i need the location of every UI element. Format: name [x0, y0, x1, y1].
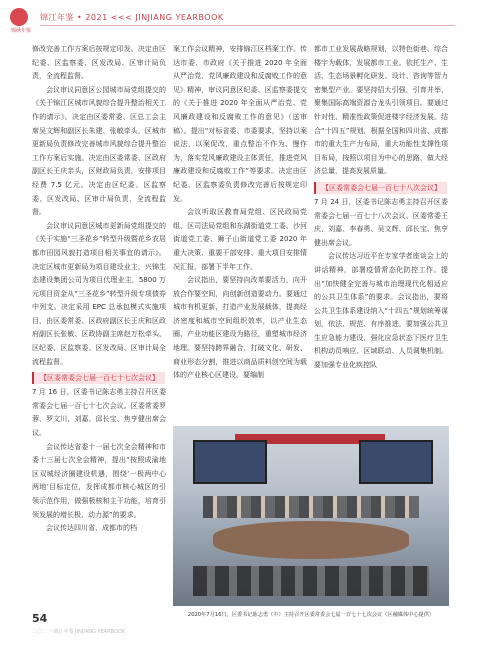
paragraph: 会议审议同意区城市更新局党组提交的《关于实施“三圣花乡”转型升级暨花乡农居都市田园风貌打造项目相关事宜的请示》。决定区城市更新局为项目建设业主，兴锦生态建设集团公司为项目代理业主，5800 万元项目资金从“三圣花乡”转型升级专项债券中列支。决定采用 EPC 总承包模式实施项目，由区委常委、区政府副区长王庆和区政府副区长张敏、区政协副主席赵万松牵头，区纪委、区监察委、区发改局、区审计局全流程监督。	[32, 221, 166, 366]
display-screen-left	[193, 440, 267, 484]
paragraph: 7 月 16 日，区委书记陈志勇主持召开区委常委会七届一百七十七次会议。区委常委罗蓉、罗文川、刘嘉、邱长宝、焦亨健出席会议。	[32, 388, 166, 438]
meeting-attendees	[203, 496, 419, 518]
chairs-row	[193, 566, 429, 596]
page-footer: 二〇二一·锦江年鉴 JINJIANG YEARBOOK	[32, 629, 126, 635]
section-heading-row	[32, 369, 166, 386]
paragraph: 会议指出，要坚持向改革要活力，向开放合作要空间，向创新创造要动力。要通过城市有机更新，打造产业发展载体，提高经济密度和城市空间组织效率，以产业生态圈、产业功能区建设为路径，重塑城市经济地理。要坚持跨界融合，打破文化、研发、商业形态分割，推进以商品质料创空间为载体的产业核心区建设。要编制	[173, 276, 307, 380]
photo-caption: 2020年7月16日，区委书记陈志勇（中）主持召开区委常委会七届一百七十七次会议（区融媒体中心提供）	[187, 612, 435, 618]
page-header	[0, 0, 480, 36]
yearbook-logo-icon	[10, 8, 28, 26]
paragraph: 会议传达四川省、成都市的档	[46, 524, 137, 533]
paragraph: 都市工业发展战略规划，以特色街巷、综合楼宇为载体，发展都市工业。依托生产、生活、生态场景孵化研发、设计、咨询等智力密集型产业。要坚持招大引强，引育并举，聚集国际高端资源合龙头引领项目。要通过针对性、精准性政策促进楼宇经济发展。结合“十四五”规划，根据全国和四川省、成都市的重大生产力布局，重大功能性支撑性项目布局，按照以项目为中心的思路，做大经济总量，提高发展质量。	[314, 45, 448, 176]
paragraph: 会议传达省委十一届七次全会精神和市委十三届七次全会精神，提出“按照成渝地区双城经济圈建设机遇，围绕‘一极两中心两地’目标定位，发挥成都市核心城区的引领示范作用，做强极核和主干功能，培育引领发展的增长极、动力源”的要求。	[32, 442, 166, 519]
header-title: 锦江年鉴 • 2021 <<< JINJIANG YEARBOOK	[40, 13, 224, 22]
section-heading: 【区委常委会七届一百七十七次会议】	[32, 372, 165, 384]
display-screen-right	[359, 440, 433, 484]
section-heading: 【区委常委会七届一百七十八次会议】	[314, 182, 447, 194]
paragraph: 会议听取区教育局党组、区民政局党组、区司法局党组和东湖街道党工委、沙河街道党工委、狮子山街道党工委 2020 年重大决策、重要干部安排、重大项目安排情况汇报，部署下半年工作。	[173, 208, 307, 271]
text-column-2	[173, 43, 307, 423]
meeting-photo	[173, 426, 449, 606]
conference-table	[213, 521, 409, 559]
paragraph: 会议审议同意区公园城市局党组提交的《关于锦江区城市风貌综合提升整治相关工作的请示》。决定由区委常委、区总工会主席吴文辉和副区长朱建、张敏牵头，区城市更新局负责修改完善城市风貌综合提升整治工作方案后实施。决定由区委常委、区政府副区长王庆亲头，区财政局负责，安排项目经费 7.5 亿元。决定由区纪委、区监察委、区发改局、区审计局负责，全流程监督。	[32, 85, 166, 217]
text-column-3	[314, 43, 448, 423]
header-divider	[40, 25, 455, 26]
paragraph: 案工作会议精神，安排锦江区档案工作。传达市委、市政府《关于推进 2020 年全面从严治党、党风廉政建设和反腐败工作的意见》精神，审议同意区纪委、区监察委提交的《关于推进 2020 年全面从严治党、党风廉政建设和反腐败工作的意见》（送审稿）。提出“对标省委、市委要求，坚持以案说法，以案促改，重点整治不作为、慢作为，落实党风廉政建设主体责任，推进党风廉政建设和反腐败工作”等要求。决定由区纪委、区监察委负责修改完善后按规定印发。	[173, 45, 307, 203]
paragraph: 修改完善工作方案后按规定印发。决定由区纪委、区监察委、区发改局、区审计局负责，全流程监督。	[32, 45, 166, 81]
section-heading-row	[314, 179, 448, 196]
page-number: 54	[32, 612, 48, 625]
paragraph: 7 月 24 日，区委书记陈志勇主持召开区委常委会七届一百七十八次会议。区委常委王庆、刘嘉、李春勇、吴文辉、邱长宝、焦亨健出席会议。	[314, 197, 448, 247]
logo-text: 锦绣年鉴	[10, 28, 31, 34]
text-column-1	[32, 43, 166, 603]
paragraph: 会议传达习近平在专家学者座谈会上的讲话精神，部署疫情常态化防控工作。提出“加快健全完善与城市治理现代化相适应的公共卫生体系”的要求。会议指出，要将公共卫生体系建设纳入“十四五”规划统筹谋划，依法、规范、有序推进。要加强公共卫生应急能力建设，强化应急状态下医疗卫生机构动员响应、区域联动、人员调集机制。要加强专业化疾控队	[314, 252, 448, 370]
